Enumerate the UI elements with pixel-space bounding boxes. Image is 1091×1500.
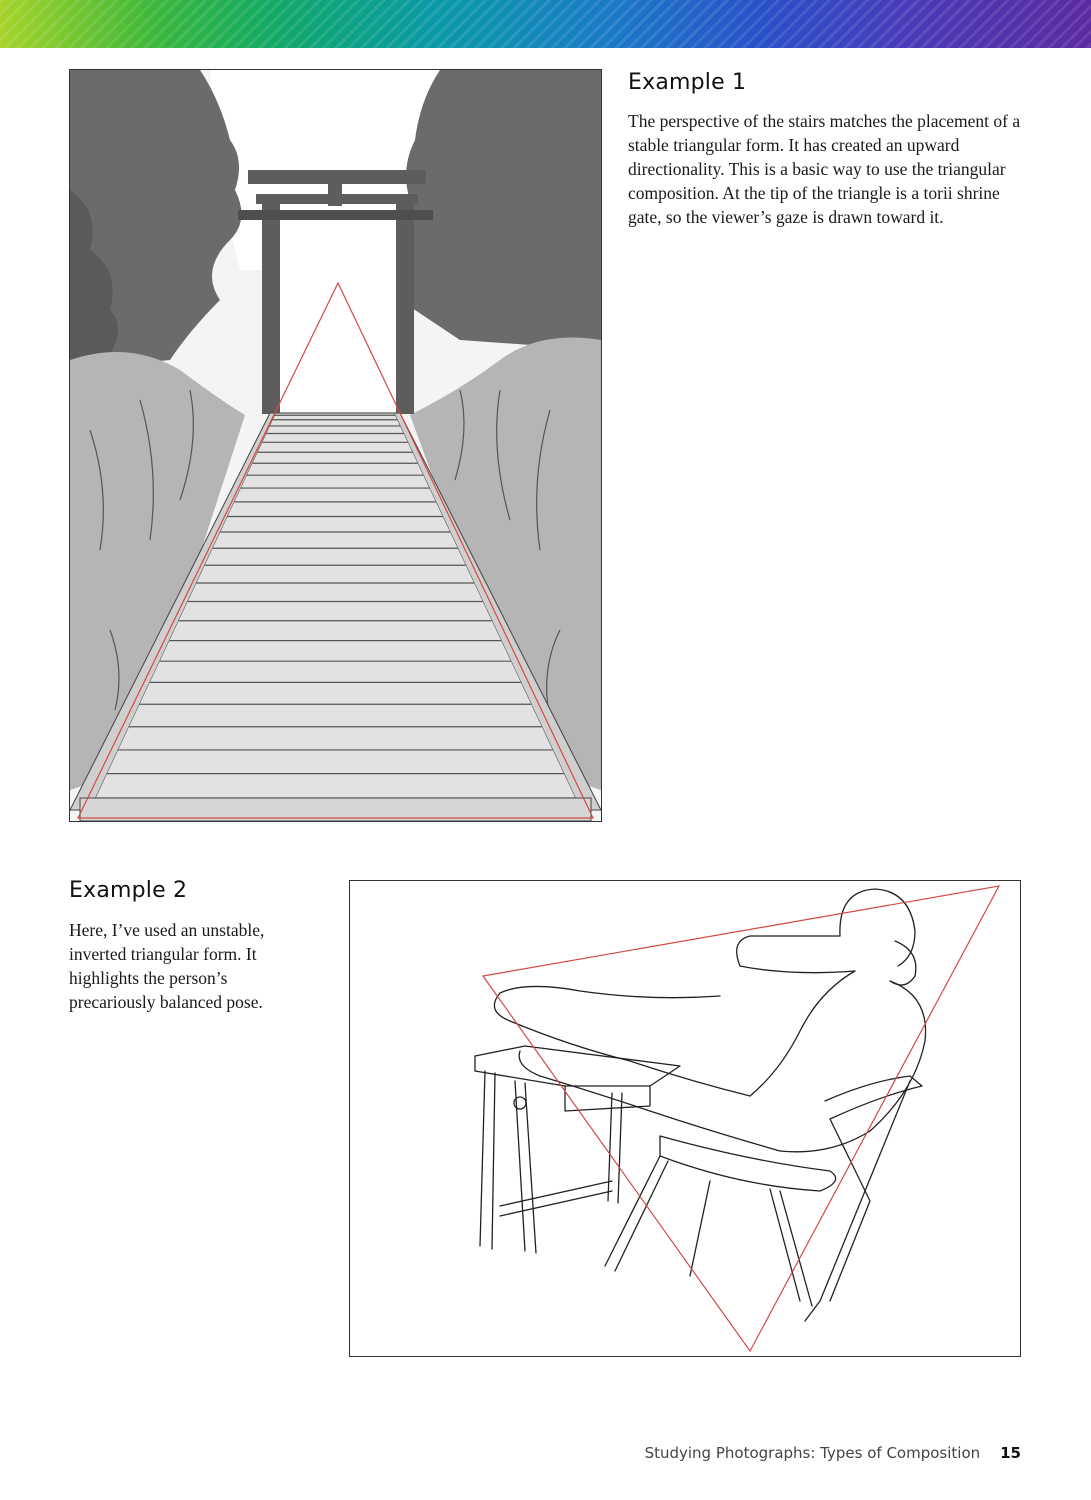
example-1-description: The perspective of the stairs matches the placement of a stable triangular form. It has created an upward directionality. This is a basic way to use the triangular composition. At the tip of the triangle is a torii shrine gate, so the viewer’s gaze is drawn toward it. bbox=[628, 111, 1021, 227]
stairs-drawing bbox=[70, 70, 601, 821]
page-number: 15 bbox=[1000, 1444, 1021, 1462]
guide-inverted-triangle bbox=[483, 886, 999, 1351]
example-2-heading: Example 2 bbox=[69, 878, 188, 903]
decorative-header-bar bbox=[0, 0, 1091, 48]
section-title: Studying Photographs: Types of Composition bbox=[644, 1444, 981, 1462]
stairs-illustration bbox=[69, 69, 602, 822]
example-2-description: Here, I’ve used an unstable, inverted triangular form. It highlights the person’s precariously balanced pose. bbox=[69, 920, 265, 1012]
example-1-heading: Example 1 bbox=[628, 70, 747, 95]
chair-pose-illustration bbox=[349, 880, 1021, 1357]
chair-pose-drawing bbox=[350, 881, 1020, 1356]
page-footer bbox=[645, 1444, 1021, 1462]
